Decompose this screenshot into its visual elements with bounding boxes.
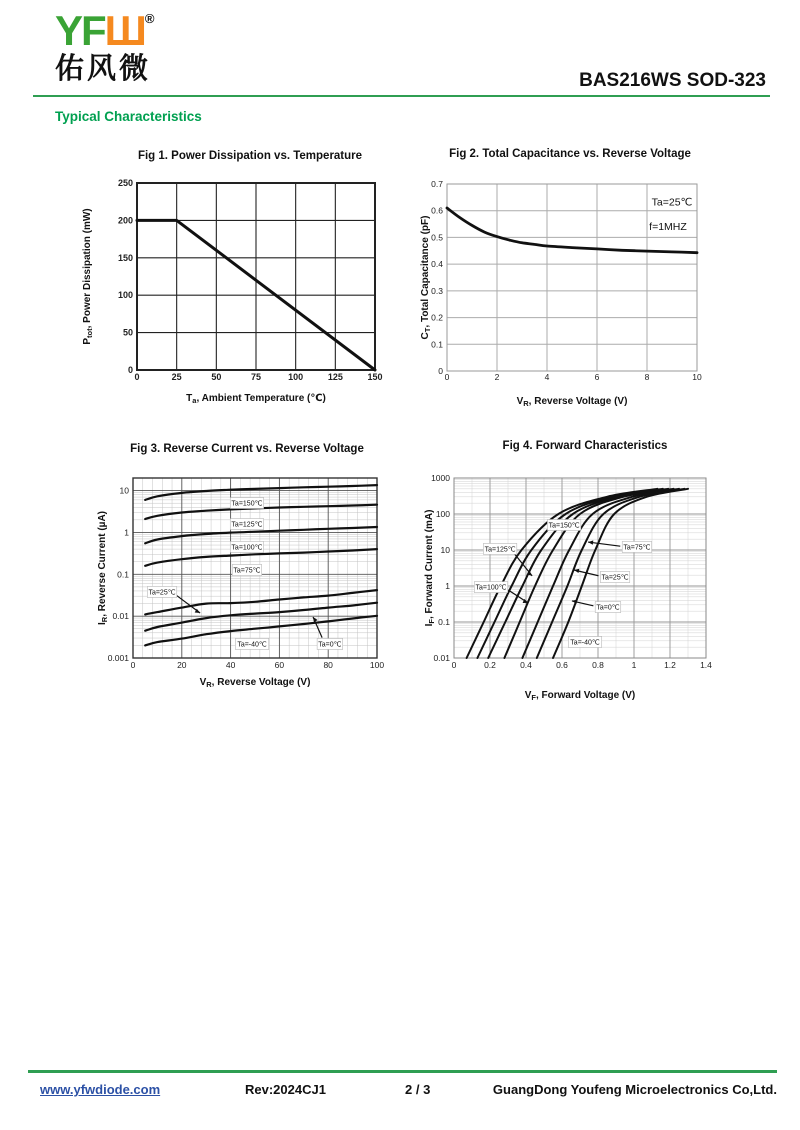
svg-text:0.5: 0.5: [431, 232, 443, 243]
svg-text:Ta=0℃: Ta=0℃: [596, 604, 620, 612]
chart-canvas: [75, 461, 395, 703]
svg-text:Ta=125℃: Ta=125℃: [231, 521, 263, 529]
svg-text:Ta=25℃: Ta=25℃: [601, 574, 629, 582]
svg-text:10: 10: [119, 485, 129, 496]
svg-text:IR, Reverse Current (µA): $I_R$, Reverse Current (µA): [97, 511, 109, 625]
svg-text:0: 0: [451, 660, 457, 670]
svg-text:200: 200: [117, 215, 133, 226]
svg-text:Ta=75℃: Ta=75℃: [233, 567, 261, 575]
svg-text:VR, Reverse Voltage (V): $V_R$, Reverse Voltage (V): [199, 677, 311, 689]
svg-text:100: 100: [288, 372, 304, 382]
svg-text:0.4: 0.4: [520, 660, 532, 670]
fig1-title: Fig 1. Power Dissipation vs. Temperature: [137, 150, 363, 162]
svg-text:1: 1: [631, 660, 637, 670]
svg-text:40: 40: [225, 660, 236, 670]
svg-text:0.1: 0.1: [431, 339, 443, 350]
svg-text:100: 100: [369, 660, 385, 670]
company-logo: [55, 7, 155, 85]
svg-text:1000: 1000: [431, 473, 450, 483]
svg-text:1: 1: [445, 581, 450, 591]
chart-canvas: [70, 168, 390, 418]
annotation-layer: [474, 519, 651, 647]
svg-text:Ta=-40℃: Ta=-40℃: [570, 639, 600, 647]
svg-text:80: 80: [323, 660, 333, 670]
svg-text:Ta, Ambient Temperature (℃): $T_a$, Ambient Temperature (℃): [186, 393, 326, 405]
part-number-title: BAS216WS SOD-323: [579, 70, 766, 91]
svg-text:25: 25: [171, 372, 182, 382]
fig2-title: Fig 2. Total Capacitance vs. Reverse Voltage: [449, 148, 691, 160]
annotation-layer: [649, 197, 692, 233]
svg-text:f=1MHZ: f=1MHZ: [649, 220, 687, 233]
svg-text:Ta=25℃: Ta=25℃: [148, 589, 176, 597]
svg-text:0.1: 0.1: [117, 569, 129, 580]
page-number: 2 / 3: [405, 1082, 431, 1097]
svg-text:150: 150: [367, 372, 383, 382]
svg-text:0.4: 0.4: [431, 259, 443, 270]
website-link[interactable]: www.yfwdiode.com: [40, 1082, 161, 1097]
fig2-total-capacitance-chart: [420, 146, 720, 420]
logo-chinese-name: 佑风微: [55, 53, 152, 85]
svg-text:0.2: 0.2: [484, 660, 496, 670]
svg-text:0.6: 0.6: [556, 660, 568, 670]
svg-text:Ta=25℃: Ta=25℃: [651, 196, 693, 209]
svg-text:0: 0: [127, 365, 133, 375]
svg-text:8: 8: [644, 372, 650, 382]
svg-text:125: 125: [327, 372, 343, 382]
registered-trademark-icon: ®: [144, 11, 155, 26]
svg-text:100: 100: [435, 509, 450, 519]
svg-text:0.2: 0.2: [431, 312, 443, 323]
svg-text:10: 10: [440, 545, 450, 555]
svg-text:0.6: 0.6: [431, 205, 443, 216]
svg-text:0.001: 0.001: [107, 653, 129, 663]
svg-text:1.4: 1.4: [700, 660, 712, 670]
svg-text:60: 60: [274, 660, 285, 670]
svg-text:0: 0: [444, 372, 450, 382]
svg-text:0: 0: [134, 372, 140, 382]
svg-text:0.1: 0.1: [438, 617, 450, 627]
svg-text:Ta=150℃: Ta=150℃: [548, 522, 580, 530]
svg-text:0.3: 0.3: [431, 285, 443, 296]
svg-text:0.01: 0.01: [112, 611, 129, 622]
svg-text:Ta=125℃: Ta=125℃: [484, 546, 516, 554]
fig3-reverse-current-chart: [75, 441, 395, 703]
svg-text:2: 2: [494, 372, 500, 382]
grid-layer: [447, 184, 697, 371]
svg-text:Ta=75℃: Ta=75℃: [623, 544, 651, 552]
annotation-layer: [147, 498, 342, 650]
svg-text:75: 75: [250, 372, 262, 382]
svg-text:Ta=0℃: Ta=0℃: [318, 641, 342, 649]
svg-text:Ta=150℃: Ta=150℃: [231, 500, 263, 508]
svg-text:1.2: 1.2: [664, 660, 676, 670]
svg-text:100: 100: [117, 290, 133, 301]
svg-text:4: 4: [544, 372, 550, 382]
svg-text:1: 1: [124, 527, 129, 538]
svg-text:50: 50: [211, 372, 222, 382]
logo-w-glyph: Ш: [104, 7, 145, 54]
svg-text:10: 10: [692, 372, 702, 382]
logo-yf-text: YF: [55, 7, 105, 54]
svg-text:50: 50: [122, 327, 133, 338]
svg-text:Ta=100℃: Ta=100℃: [475, 584, 507, 592]
chart-canvas: [420, 458, 750, 718]
svg-text:0.7: 0.7: [431, 179, 443, 189]
section-title: Typical Characteristics: [55, 109, 202, 124]
fig1-power-dissipation-chart: [70, 148, 390, 420]
svg-text:IF, Forward Current (mA): $I_F$, Forward Current (mA): [424, 509, 436, 627]
svg-text:Ptot, Power Dissipation (mW): $P_{tot}$, Power Dissipation (mW): [82, 208, 94, 345]
svg-text:6: 6: [594, 372, 600, 382]
svg-text:20: 20: [177, 660, 187, 670]
svg-text:Ta=100℃: Ta=100℃: [231, 544, 263, 552]
svg-text:VR, Reverse Voltage (V): $V_R$, Reverse Voltage (V): [516, 396, 628, 408]
svg-text:150: 150: [117, 252, 133, 263]
fig3-title: Fig 3. Reverse Current vs. Reverse Voltage: [130, 443, 364, 455]
svg-text:CT, Total Capacitance (pF): $C_T$, Total Capacitance (pF): [420, 215, 432, 340]
header-divider: [33, 95, 770, 97]
company-name: GuangDong Youfeng Microelectronics Co,Ltd.: [492, 1082, 777, 1097]
revision-label: Rev:2024CJ1: [245, 1082, 326, 1097]
svg-text:0.01: 0.01: [433, 653, 450, 663]
chart-canvas: [420, 166, 720, 418]
svg-text:0: 0: [130, 660, 136, 670]
svg-text:0: 0: [438, 366, 443, 376]
svg-text:VF, Forward Voltage (V): $V_F$, Forward Voltage (V): [524, 690, 636, 702]
fig4-title: Fig 4. Forward Characteristics: [502, 440, 668, 452]
svg-text:250: 250: [117, 178, 133, 188]
footer-divider: [28, 1070, 777, 1073]
svg-text:Ta=-40℃: Ta=-40℃: [237, 641, 267, 649]
fig4-forward-characteristics-chart: [420, 438, 750, 718]
svg-text:0.8: 0.8: [592, 660, 604, 670]
logo-wordmark: [55, 7, 154, 54]
